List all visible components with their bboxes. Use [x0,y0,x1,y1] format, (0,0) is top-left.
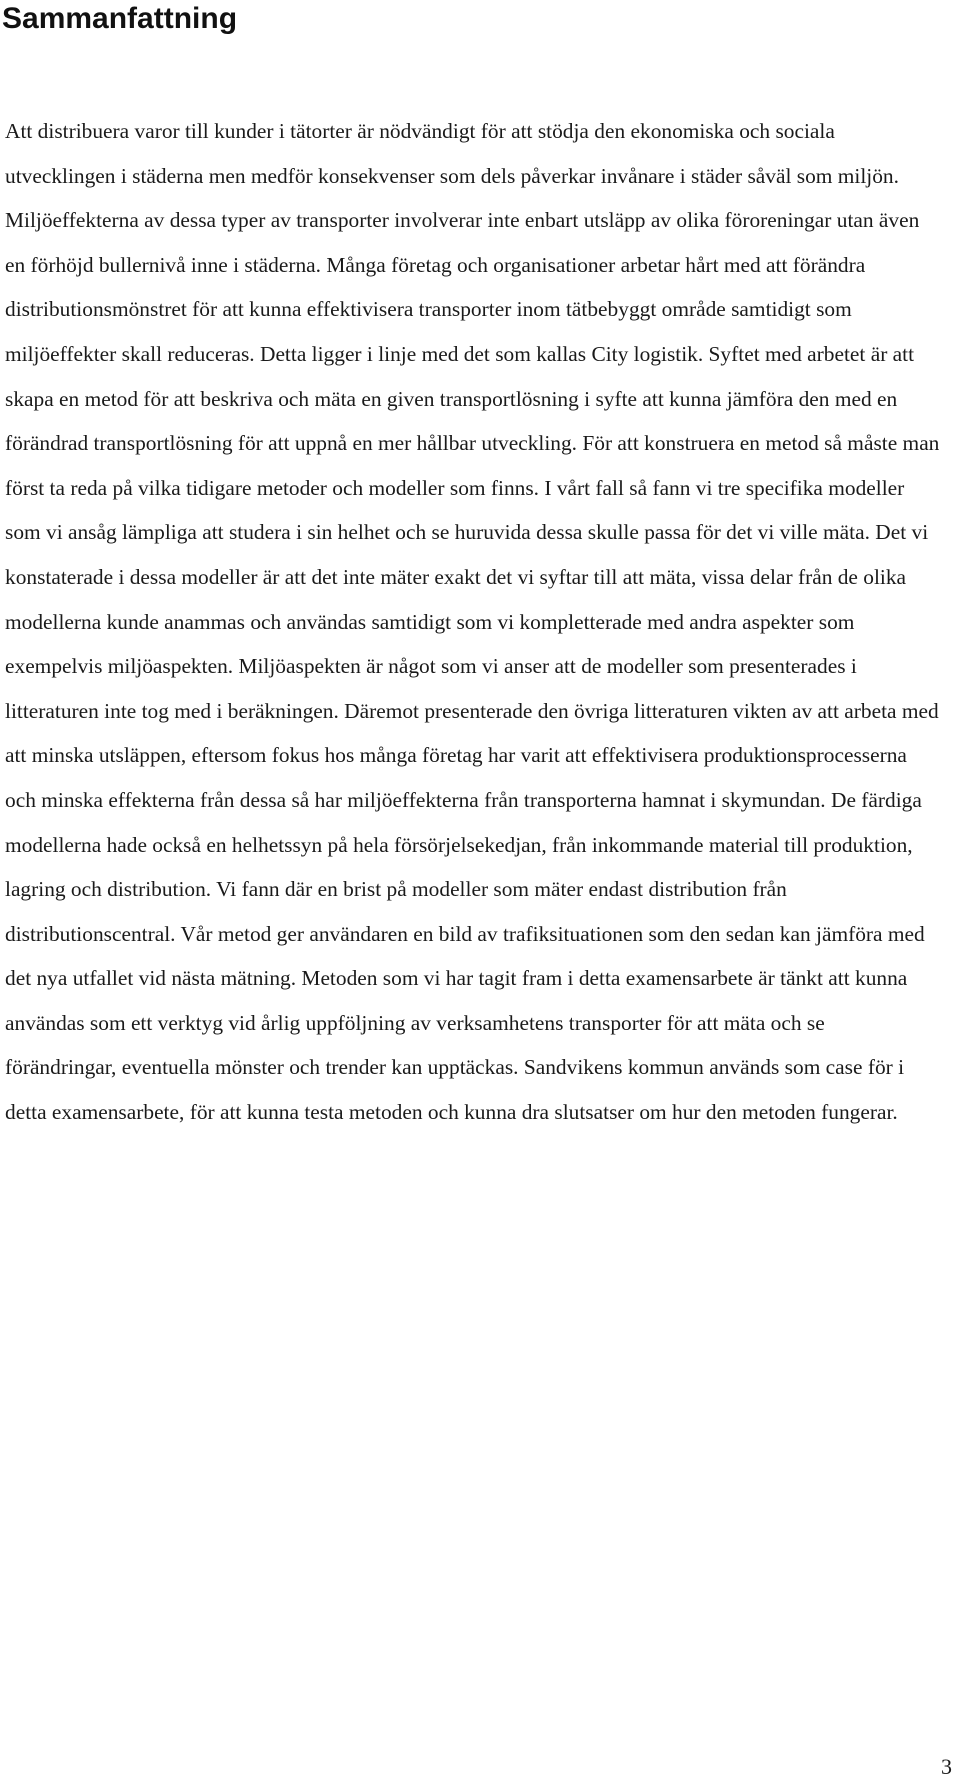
page-number: 3 [941,1754,952,1779]
page-title: Sammanfattning [2,2,238,35]
summary-paragraph: Att distribuera varor till kunder i tätorter är nödvändigt för att stödja den ekonomiska och sociala utvecklingen i städerna men medför konsekvenser som dels påverkar invånare i städer såväl som miljön. Miljöeffekterna av dessa typer av transporter involverar inte enbart utsläpp av olika föroreningar utan även en förhöjd bullernivå inne i städerna. Många företag och organisationer arbetar hårt med att förändra distributionsmönstret för att kunna effektivisera transporter inom tätbebyggt område samtidigt som miljöeffekter skall reduceras. Detta ligger i linje med det som kallas City logistik. Syftet med arbetet är att skapa en metod för att beskriva och mäta en given transportlösning i syfte att kunna jämföra den med en förändrad transportlösning för att uppnå en mer hållbar utveckling. För att konstruera en metod så måste man först ta reda på vilka tidigare metoder och modeller som finns. I vårt fall så fann vi tre specifika modeller som vi ansåg lämpliga att studera i sin helhet och se huruvida dessa skulle passa för det vi ville mäta. Det vi konstaterade i dessa modeller är att det inte mäter exakt det vi syftar till att mäta, vissa delar från de olika modellerna kunde anammas och användas samtidigt som vi kompletterade med andra aspekter som exempelvis miljöaspekten. Miljöaspekten är något som vi anser att de modeller som presenterades i litteraturen inte tog med i beräkningen. Däremot presenterade den övriga litteraturen vikten av att arbeta med att minska utsläppen, eftersom fokus hos många företag har varit att effektivisera produktionsprocesserna och minska effekterna från dessa så har miljöeffekterna från transporterna hamnat i skymundan. De färdiga modellerna hade också en helhetssyn på hela försörjelsekedjan, från inkommande material till produktion, lagring och distribution. Vi fann där en brist på modeller som mäter endast distribution från distributionscentral. Vår metod ger användaren en bild av trafiksituationen som den sedan kan jämföra med det nya utfallet vid nästa mätning. Metoden som vi har tagit fram i detta examensarbete är tänkt att kunna användas som ett verktyg vid årlig uppföljning av verksamhetens transporter för att mäta och se förändringar, eventuella mönster och trender kan upptäckas. Sandvikens kommun används som case för i detta examensarbete, för att kunna testa metoden och kunna dra slutsatser om hur den metoden fungerar. [5,119,940,1125]
